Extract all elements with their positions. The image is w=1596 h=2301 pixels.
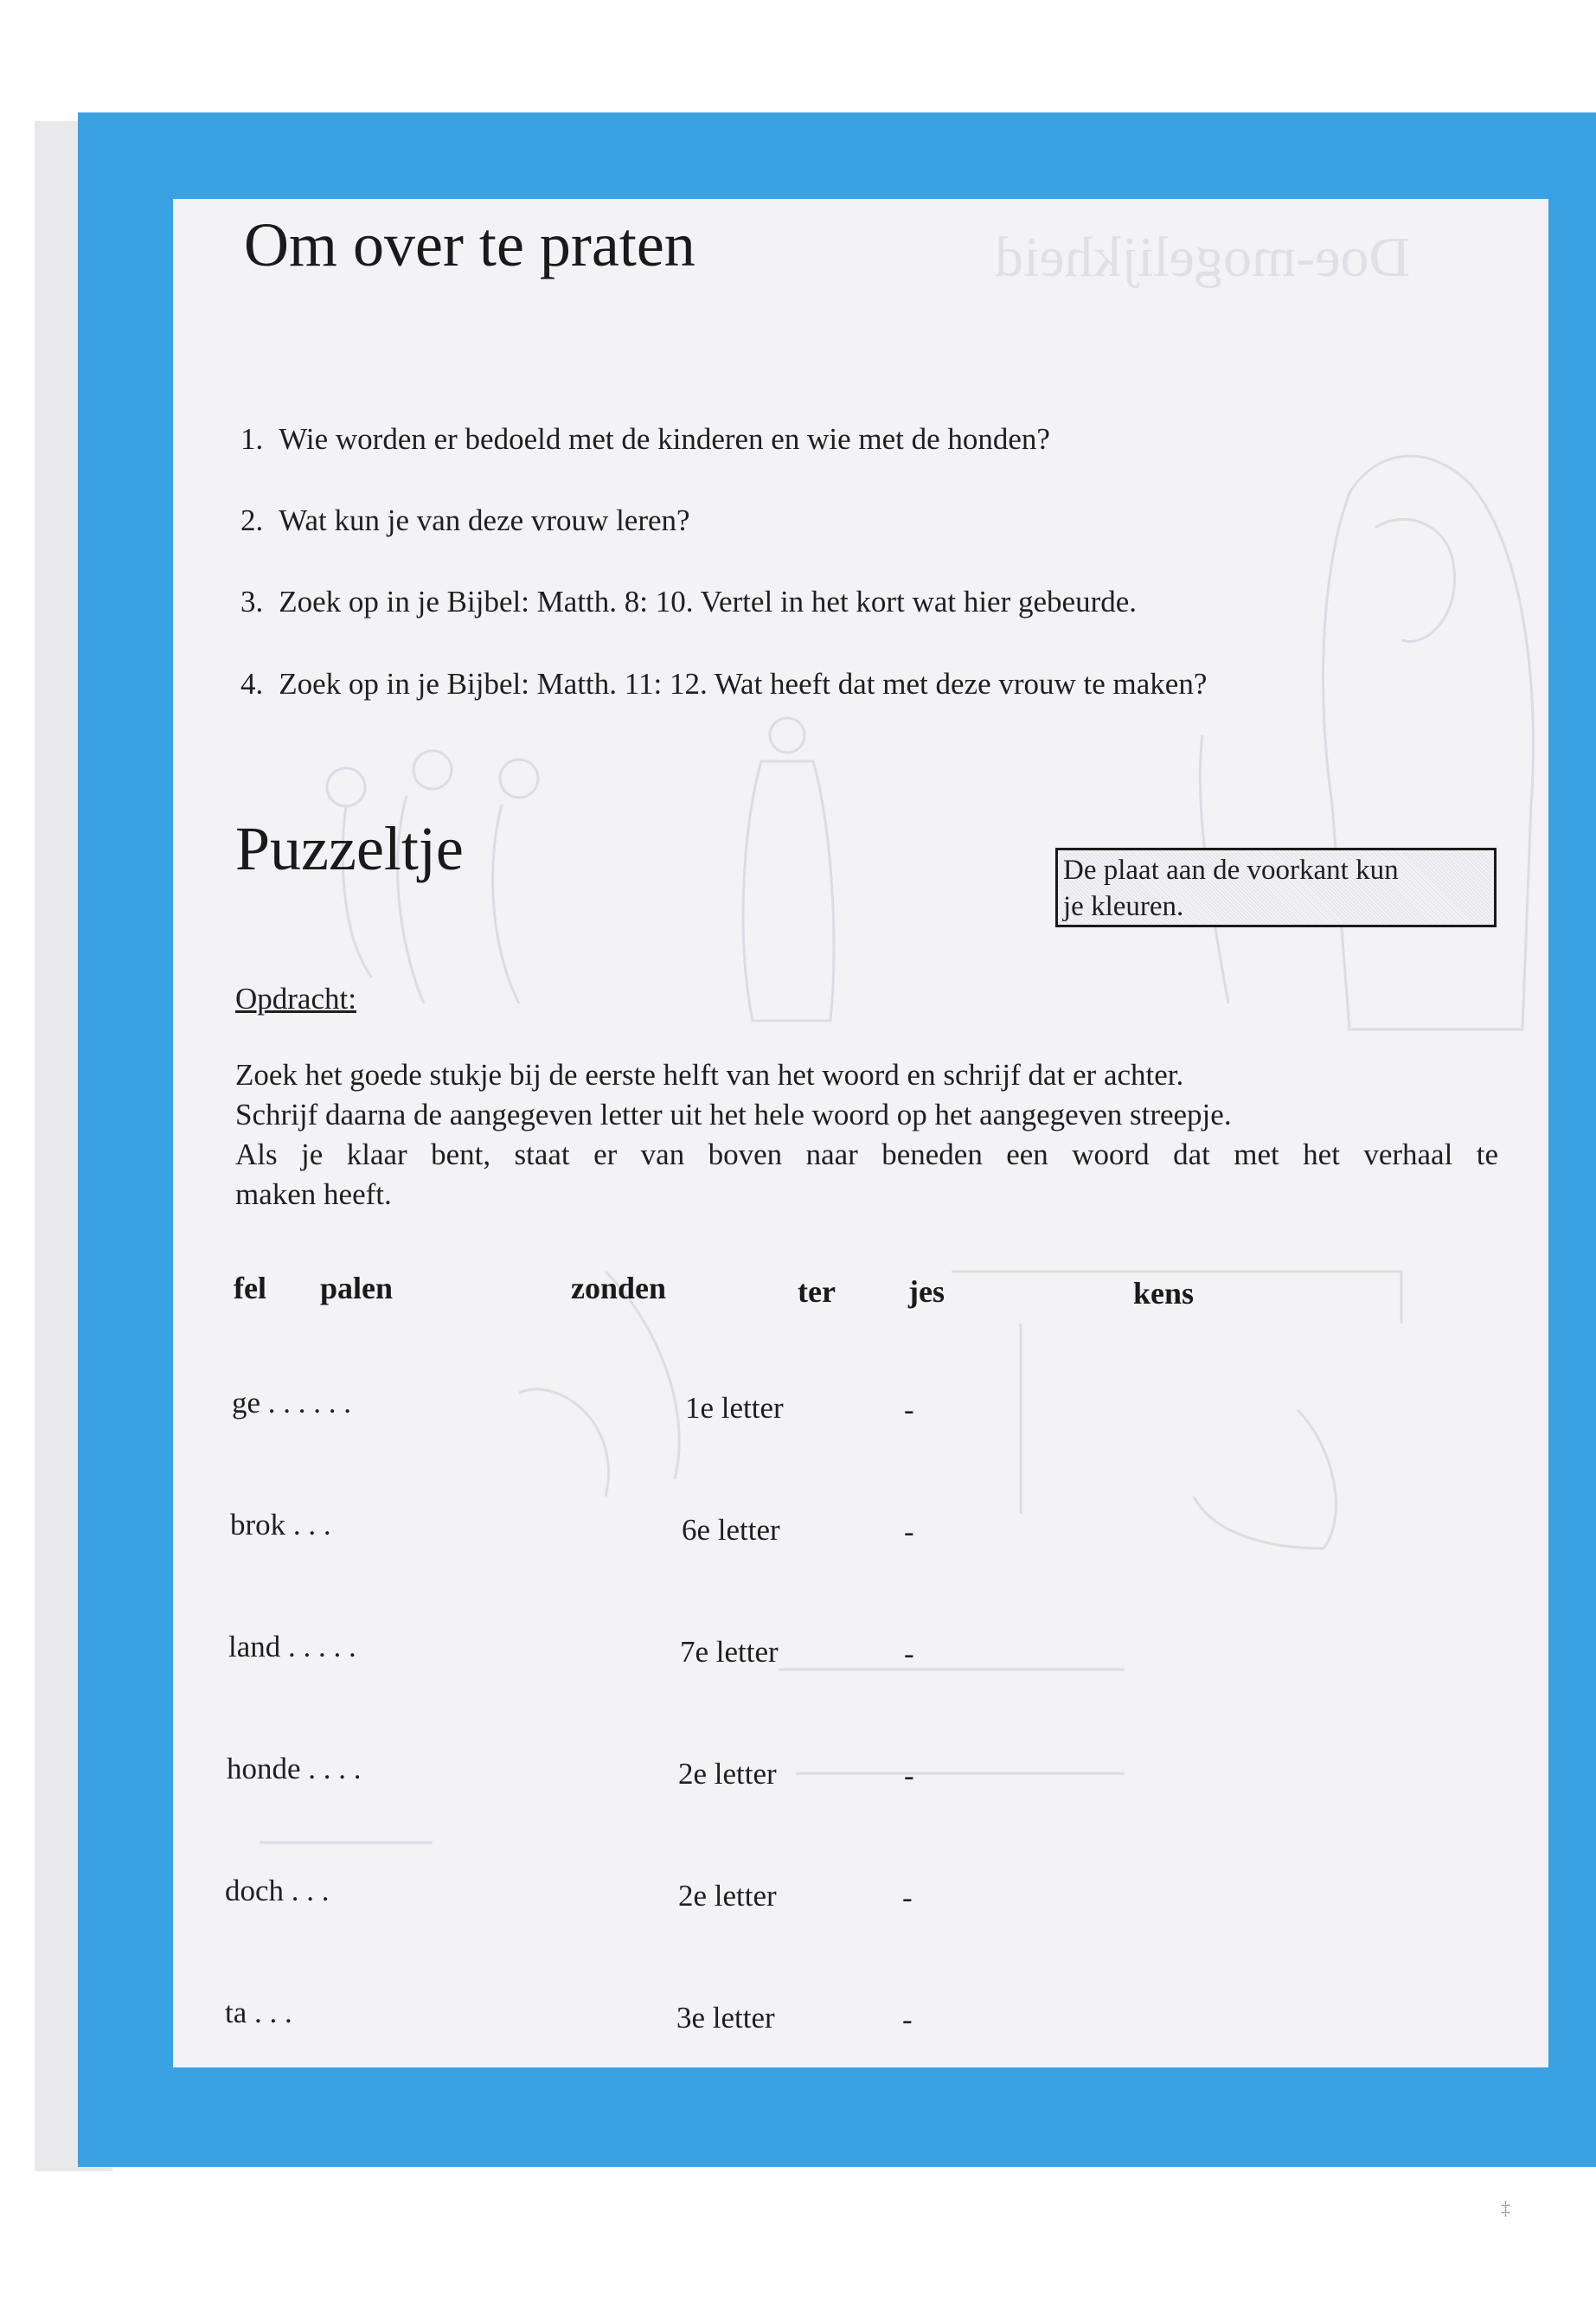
assignment-instructions — [235, 1055, 1498, 1215]
word-fragment: zonden — [571, 1271, 667, 1305]
instruction-line: Zoek het goede stukje bij de eerste helft van het woord en schrijf dat er achter. — [235, 1058, 1184, 1092]
section-title-discussion: Om over te praten — [244, 210, 695, 279]
question-3 — [240, 585, 1137, 619]
question-text: Wat kun je van deze vrouw leren? — [279, 503, 690, 537]
worksheet — [173, 199, 1548, 2067]
answer-dash[interactable]: - — [904, 1515, 914, 1548]
puzzle-row-letter: 7e letter — [680, 1635, 779, 1669]
puzzle-row-letter: 6e letter — [682, 1513, 780, 1547]
answer-dash[interactable]: - — [904, 1637, 914, 1670]
question-number: 1. — [240, 422, 264, 456]
puzzle-row-word: brok . . . — [230, 1508, 331, 1541]
question-number: 3. — [240, 585, 264, 619]
puzzle-row-word: honde . . . . — [227, 1752, 362, 1785]
word-fragment: kens — [1133, 1276, 1195, 1311]
answer-dash[interactable]: - — [902, 2003, 913, 2036]
puzzle-row-letter: 3e letter — [676, 2001, 775, 2035]
coloring-note-box — [1055, 848, 1497, 927]
assignment-label: Opdracht: — [235, 982, 356, 1016]
question-2 — [240, 503, 690, 538]
puzzle-row-word: doch . . . — [225, 1874, 330, 1907]
puzzle-row-word: ge . . . . . . — [232, 1386, 352, 1420]
section-title-puzzle: Puzzeltje — [235, 814, 464, 883]
question-number: 2. — [240, 503, 264, 537]
puzzle-row-word: ta . . . — [225, 1996, 292, 2029]
word-fragment: fel — [234, 1271, 266, 1305]
word-fragment: jes — [908, 1274, 945, 1309]
question-4 — [240, 667, 1207, 702]
word-fragment: ter — [798, 1274, 836, 1309]
page-mark: ‡ — [1501, 2197, 1510, 2219]
question-text: Wie worden er bedoeld met de kinderen en wie met de honden? — [279, 422, 1050, 456]
answer-dash[interactable]: - — [902, 1881, 913, 1914]
note-line: De plaat aan de voorkant kun — [1063, 855, 1399, 886]
question-1 — [240, 422, 1050, 457]
answer-dash[interactable]: - — [904, 1759, 914, 1792]
question-number: 4. — [240, 667, 264, 701]
note-line: je kleuren. — [1063, 891, 1184, 922]
instruction-line: maken heeft. — [235, 1177, 392, 1211]
puzzle-row-letter: 2e letter — [678, 1879, 777, 1913]
instruction-line: Als je klaar bent, staat er van boven naar beneden een woord dat met het verhaal te — [235, 1138, 1498, 1171]
question-text: Zoek op in je Bijbel: Matth. 8: 10. Vertel in het kort wat hier gebeurde. — [279, 585, 1138, 619]
puzzle-row-word: land . . . . . — [228, 1630, 356, 1663]
question-text: Zoek op in je Bijbel: Matth. 11: 12. Wat heeft dat met deze vrouw te maken? — [279, 667, 1208, 701]
instruction-line: Schrijf daarna de aangegeven letter uit het hele woord op het aangegeven streepje. — [235, 1098, 1232, 1131]
answer-dash[interactable]: - — [904, 1393, 914, 1426]
word-fragment: palen — [320, 1271, 394, 1305]
puzzle-row-letter: 1e letter — [685, 1391, 784, 1425]
puzzle-row-letter: 2e letter — [678, 1757, 777, 1791]
show-through-title: Doe-mogelijkheid — [995, 226, 1411, 289]
